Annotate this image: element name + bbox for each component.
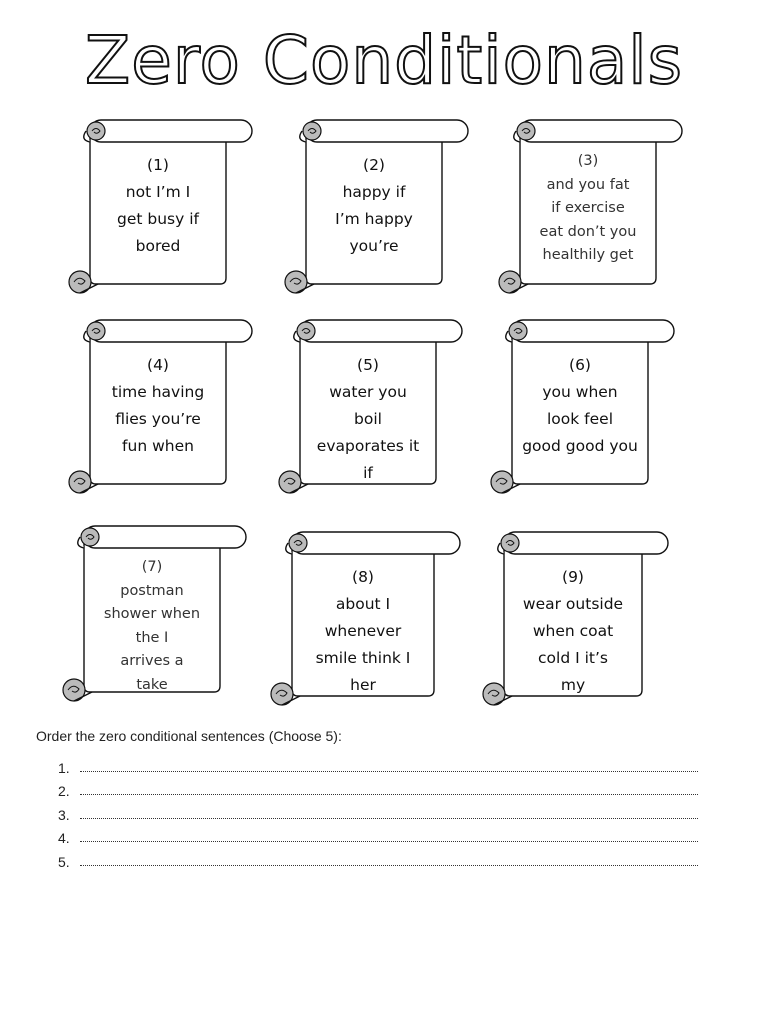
- answer-line-4[interactable]: [58, 823, 698, 847]
- scroll-text: [310, 152, 438, 260]
- scroll-number: (2): [363, 156, 385, 174]
- instructions: Order the zero conditional sentences (Choose 5):: [36, 728, 342, 744]
- answer-number: 2.: [58, 783, 70, 799]
- scroll-words: water you boil evaporates it if: [316, 383, 420, 482]
- page-title: Zero Conditionals: [85, 22, 683, 99]
- answer-number: 1.: [58, 759, 70, 776]
- scroll-number: (6): [569, 356, 591, 374]
- scroll-text: [88, 556, 216, 697]
- scroll-text: [304, 352, 432, 487]
- scroll-number: (1): [147, 156, 169, 174]
- scroll-words: postman shower when the I arrives a take: [103, 582, 201, 693]
- answer-number: 5.: [58, 853, 70, 870]
- dotted-line: [80, 783, 698, 795]
- scroll-words: about I whenever smile think I her: [315, 595, 411, 694]
- scroll-number: (8): [352, 568, 374, 586]
- scroll-card-5: [278, 320, 462, 500]
- answer-line-2[interactable]: [58, 776, 698, 800]
- scroll-text: [524, 150, 652, 268]
- answer-line-5[interactable]: [58, 846, 698, 870]
- dotted-line: [80, 854, 698, 866]
- answer-line-3[interactable]: [58, 799, 698, 823]
- scroll-number: (9): [562, 568, 584, 586]
- scroll-card-4: [68, 320, 252, 500]
- scroll-card-8: [270, 532, 460, 712]
- scroll-text: [94, 352, 222, 460]
- scroll-card-7: [62, 526, 246, 708]
- scroll-words: and you fat if exercise eat don’t you healthily get: [539, 176, 637, 263]
- scroll-card-3: [498, 120, 682, 300]
- scroll-words: wear outside when coat cold I it’s my: [522, 595, 624, 694]
- dotted-line: [80, 830, 698, 842]
- answer-number: 4.: [58, 830, 70, 846]
- scroll-text: [516, 352, 644, 460]
- answer-line-1[interactable]: [58, 752, 698, 776]
- scroll-number: (5): [357, 356, 379, 374]
- scroll-card-9: [482, 532, 668, 712]
- scroll-card-1: [68, 120, 252, 300]
- scroll-words: not I’m I get busy if bored: [117, 183, 199, 255]
- scroll-card-2: [284, 120, 468, 300]
- answer-lines: [58, 752, 698, 870]
- dotted-line: [80, 760, 698, 772]
- scroll-number: (3): [577, 153, 599, 169]
- scroll-words: happy if I’m happy you’re: [335, 183, 413, 255]
- scroll-words: you when look feel good good you: [522, 383, 638, 455]
- scroll-number: (7): [141, 559, 163, 575]
- dotted-line: [80, 807, 698, 819]
- answer-number: 3.: [58, 806, 70, 823]
- scroll-number: (4): [147, 356, 169, 374]
- scroll-text: [296, 564, 430, 699]
- scroll-words: time having flies you’re fun when: [111, 383, 205, 455]
- scroll-text: [508, 564, 638, 699]
- scroll-text: [94, 152, 222, 260]
- scroll-card-6: [490, 320, 674, 500]
